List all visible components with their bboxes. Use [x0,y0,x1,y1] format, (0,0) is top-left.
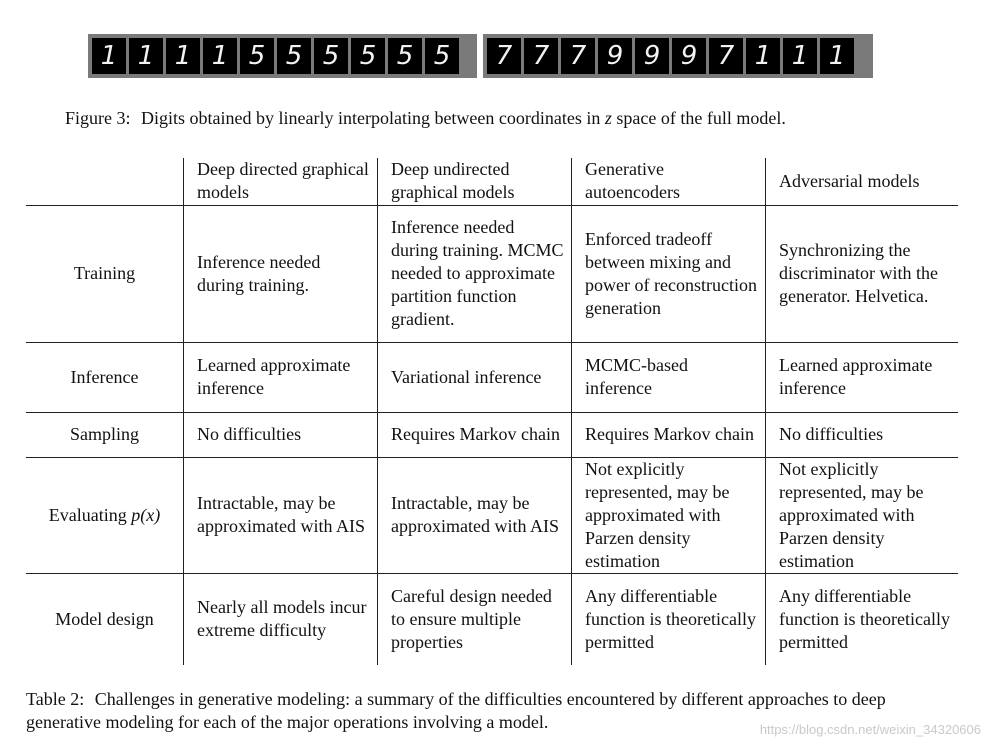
table-row [26,573,958,665]
table-cell: Not explicitly represented, may be approximated with Parzen density estimation [766,457,959,573]
digit-image: 7 [561,38,595,74]
digit-image: 5 [351,38,385,74]
table-cell: Synchronizing the discriminator with the generator. Helvetica. [766,205,959,342]
table-cell: Intractable, may be approximated with AIS [184,457,378,573]
table-cell: No difficulties [766,412,959,457]
table-cell: Learned approximate inference [766,342,959,412]
figure-label: Figure 3: [65,108,131,128]
digit-strip-left [88,34,477,78]
table-row [26,342,958,412]
column-header: Adversarial models [766,158,959,205]
digit-image: 5 [425,38,459,74]
digit-image: 7 [487,38,521,74]
table-cell: Any differentiable function is theoretically permitted [572,573,766,665]
figure-caption-text-end: space of the full model. [616,108,786,128]
table-cell: Intractable, may be approximated with AIS [378,457,572,573]
digit-image: 1 [203,38,237,74]
table-caption-text: Challenges in generative modeling: a summary of the difficulties encountered by different approaches to deep generative modeling for each of the major operations involving a model. [26,689,886,732]
table-header-row [26,158,958,205]
watermark: https://blog.csdn.net/weixin_34320606 [759,722,981,737]
row-header: Inference [26,342,184,412]
row-header: Training [26,205,184,342]
table-cell: Inference needed during training. [184,205,378,342]
digit-image: 9 [635,38,669,74]
column-header: Deep directed graphical models [184,158,378,205]
row-header-math: p(x) [131,504,161,525]
table-cell: Careful design needed to ensure multiple properties [378,573,572,665]
row-header [26,457,184,573]
column-header: Deep undirected graphical models [378,158,572,205]
digit-image: 5 [277,38,311,74]
table-row [26,457,958,573]
table-cell: Requires Markov chain [572,412,766,457]
challenges-table [26,158,958,665]
figure-caption-variable: z [604,108,612,128]
table-cell: Variational inference [378,342,572,412]
table-row [26,205,958,342]
table-cell: Inference needed during training. MCMC needed to approximate partition function gradient. [378,205,572,342]
table-cell: Requires Markov chain [378,412,572,457]
digit-image: 7 [524,38,558,74]
row-header-text: Evaluating [48,504,127,525]
digit-image: 5 [240,38,274,74]
table-cell: No difficulties [184,412,378,457]
digit-image: 1 [92,38,126,74]
digit-image: 9 [598,38,632,74]
digit-image: 7 [709,38,743,74]
digit-image: 5 [314,38,348,74]
digit-image: 5 [388,38,422,74]
table-cell: Not explicitly represented, may be approximated with Parzen density estimation [572,457,766,573]
table-cell: Learned approximate inference [184,342,378,412]
row-header: Sampling [26,412,184,457]
row-header: Model design [55,608,154,629]
digit-image: 9 [672,38,706,74]
corner-cell [26,158,184,205]
digit-image: 1 [129,38,163,74]
digit-image: 1 [746,38,780,74]
table-row [26,412,958,457]
digit-image: 1 [166,38,200,74]
column-header: Generative autoencoders [572,158,766,205]
figure-caption-text: Digits obtained by linearly interpolating between coordinates in [141,108,601,128]
table-label: Table 2: [26,689,85,709]
table-cell: Nearly all models incur extreme difficulty [184,573,378,665]
digit-strip-right [483,34,873,78]
table-cell: MCMC-based inference [572,342,766,412]
table-cell: Any differentiable function is theoretically permitted [766,573,959,665]
figure-caption [65,108,786,129]
table-cell: Enforced tradeoff between mixing and power of reconstruction generation [572,205,766,342]
digit-image: 1 [783,38,817,74]
digit-image: 1 [820,38,854,74]
